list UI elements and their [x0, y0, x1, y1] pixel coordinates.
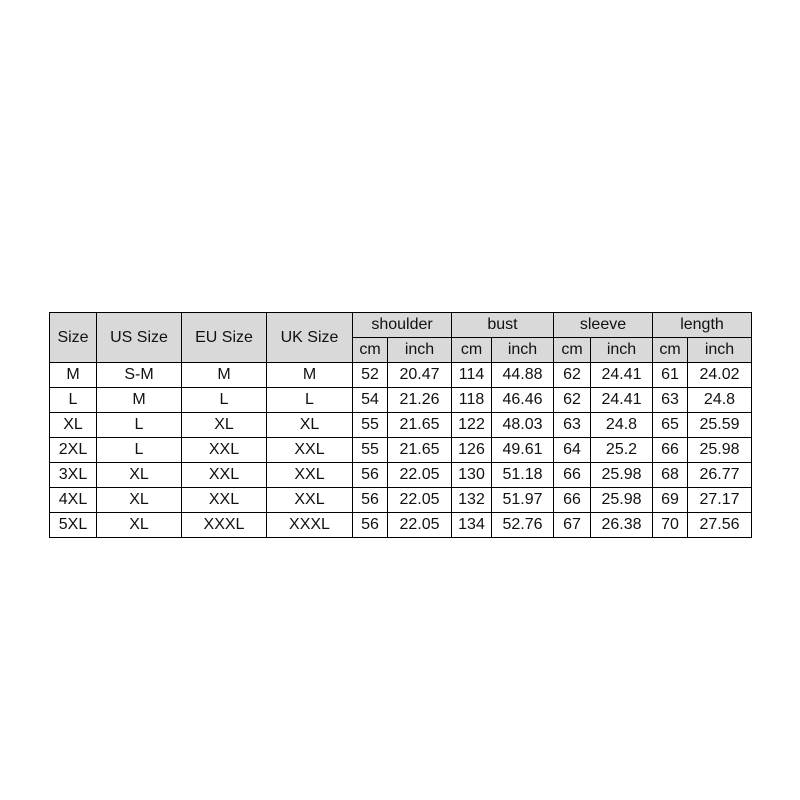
- table-cell: 2XL: [50, 438, 97, 463]
- table-cell: 24.41: [591, 388, 653, 413]
- table-cell: 66: [554, 488, 591, 513]
- table-cell: S-M: [97, 363, 182, 388]
- table-cell: 25.2: [591, 438, 653, 463]
- table-cell: 25.98: [591, 488, 653, 513]
- table-cell: 114: [452, 363, 492, 388]
- header-shoulder: shoulder: [353, 313, 452, 338]
- table-cell: 56: [353, 513, 388, 538]
- header-bust: bust: [452, 313, 554, 338]
- unit-header: cm: [554, 338, 591, 363]
- table-cell: 64: [554, 438, 591, 463]
- table-cell: 134: [452, 513, 492, 538]
- table-cell: 44.88: [492, 363, 554, 388]
- table-cell: 69: [653, 488, 688, 513]
- size-chart-table: [49, 312, 752, 538]
- table-cell: 68: [653, 463, 688, 488]
- table-cell: 24.02: [688, 363, 752, 388]
- table-cell: M: [97, 388, 182, 413]
- table-cell: 48.03: [492, 413, 554, 438]
- unit-header: inch: [688, 338, 752, 363]
- table-cell: 66: [653, 438, 688, 463]
- table-cell: 46.46: [492, 388, 554, 413]
- unit-header: cm: [653, 338, 688, 363]
- table-cell: 26.77: [688, 463, 752, 488]
- table-cell: XL: [97, 463, 182, 488]
- table-cell: 22.05: [388, 513, 452, 538]
- table-cell: 52: [353, 363, 388, 388]
- table-cell: 27.17: [688, 488, 752, 513]
- table-row: [50, 388, 752, 413]
- table-cell: 67: [554, 513, 591, 538]
- table-cell: L: [97, 438, 182, 463]
- table-cell: 66: [554, 463, 591, 488]
- table-row: [50, 363, 752, 388]
- unit-header: inch: [591, 338, 653, 363]
- table-cell: 20.47: [388, 363, 452, 388]
- header-eu-size: EU Size: [182, 313, 267, 363]
- table-cell: 126: [452, 438, 492, 463]
- table-body: [50, 363, 752, 538]
- table-row: [50, 488, 752, 513]
- table-cell: XXXL: [182, 513, 267, 538]
- table-cell: L: [50, 388, 97, 413]
- table-cell: 27.56: [688, 513, 752, 538]
- table-cell: 5XL: [50, 513, 97, 538]
- table-cell: XL: [50, 413, 97, 438]
- table-cell: 21.65: [388, 438, 452, 463]
- table-cell: 22.05: [388, 463, 452, 488]
- table-cell: XXL: [267, 438, 353, 463]
- table-cell: 56: [353, 488, 388, 513]
- table-cell: 51.18: [492, 463, 554, 488]
- table-header: [50, 313, 752, 363]
- header-row-groups: [50, 313, 752, 338]
- table-row: [50, 463, 752, 488]
- table-cell: XL: [97, 488, 182, 513]
- table-cell: 63: [653, 388, 688, 413]
- table-cell: XL: [267, 413, 353, 438]
- table-cell: 3XL: [50, 463, 97, 488]
- table-cell: 25.98: [591, 463, 653, 488]
- table-cell: 55: [353, 413, 388, 438]
- table-cell: L: [182, 388, 267, 413]
- table-cell: 51.97: [492, 488, 554, 513]
- table-cell: XXL: [182, 463, 267, 488]
- table-cell: 21.65: [388, 413, 452, 438]
- table-cell: 22.05: [388, 488, 452, 513]
- table-cell: 21.26: [388, 388, 452, 413]
- unit-header: cm: [353, 338, 388, 363]
- header-size: Size: [50, 313, 97, 363]
- table-cell: XXL: [182, 438, 267, 463]
- table-cell: M: [267, 363, 353, 388]
- table-cell: XL: [182, 413, 267, 438]
- unit-header: cm: [452, 338, 492, 363]
- table-cell: 54: [353, 388, 388, 413]
- table-cell: 62: [554, 388, 591, 413]
- table-cell: 52.76: [492, 513, 554, 538]
- header-length: length: [653, 313, 752, 338]
- header-us-size: US Size: [97, 313, 182, 363]
- table-cell: 55: [353, 438, 388, 463]
- table-cell: 24.8: [688, 388, 752, 413]
- table-cell: L: [267, 388, 353, 413]
- table-cell: 26.38: [591, 513, 653, 538]
- table-cell: 62: [554, 363, 591, 388]
- table-cell: 49.61: [492, 438, 554, 463]
- table-cell: XXL: [182, 488, 267, 513]
- header-sleeve: sleeve: [554, 313, 653, 338]
- table-row: [50, 413, 752, 438]
- unit-header: inch: [388, 338, 452, 363]
- table-cell: 70: [653, 513, 688, 538]
- table-cell: 24.8: [591, 413, 653, 438]
- table-cell: M: [50, 363, 97, 388]
- table-cell: XXL: [267, 463, 353, 488]
- table-cell: 25.59: [688, 413, 752, 438]
- table-cell: 132: [452, 488, 492, 513]
- table-cell: L: [97, 413, 182, 438]
- table-cell: XXL: [267, 488, 353, 513]
- table-cell: 56: [353, 463, 388, 488]
- table-cell: 24.41: [591, 363, 653, 388]
- table-cell: M: [182, 363, 267, 388]
- table-cell: 61: [653, 363, 688, 388]
- table-cell: 130: [452, 463, 492, 488]
- table-cell: 25.98: [688, 438, 752, 463]
- table-cell: 65: [653, 413, 688, 438]
- table-cell: 4XL: [50, 488, 97, 513]
- table-cell: 118: [452, 388, 492, 413]
- table-cell: XL: [97, 513, 182, 538]
- table-cell: 63: [554, 413, 591, 438]
- header-uk-size: UK Size: [267, 313, 353, 363]
- table-row: [50, 513, 752, 538]
- unit-header: inch: [492, 338, 554, 363]
- table-cell: 122: [452, 413, 492, 438]
- table-row: [50, 438, 752, 463]
- table-cell: XXXL: [267, 513, 353, 538]
